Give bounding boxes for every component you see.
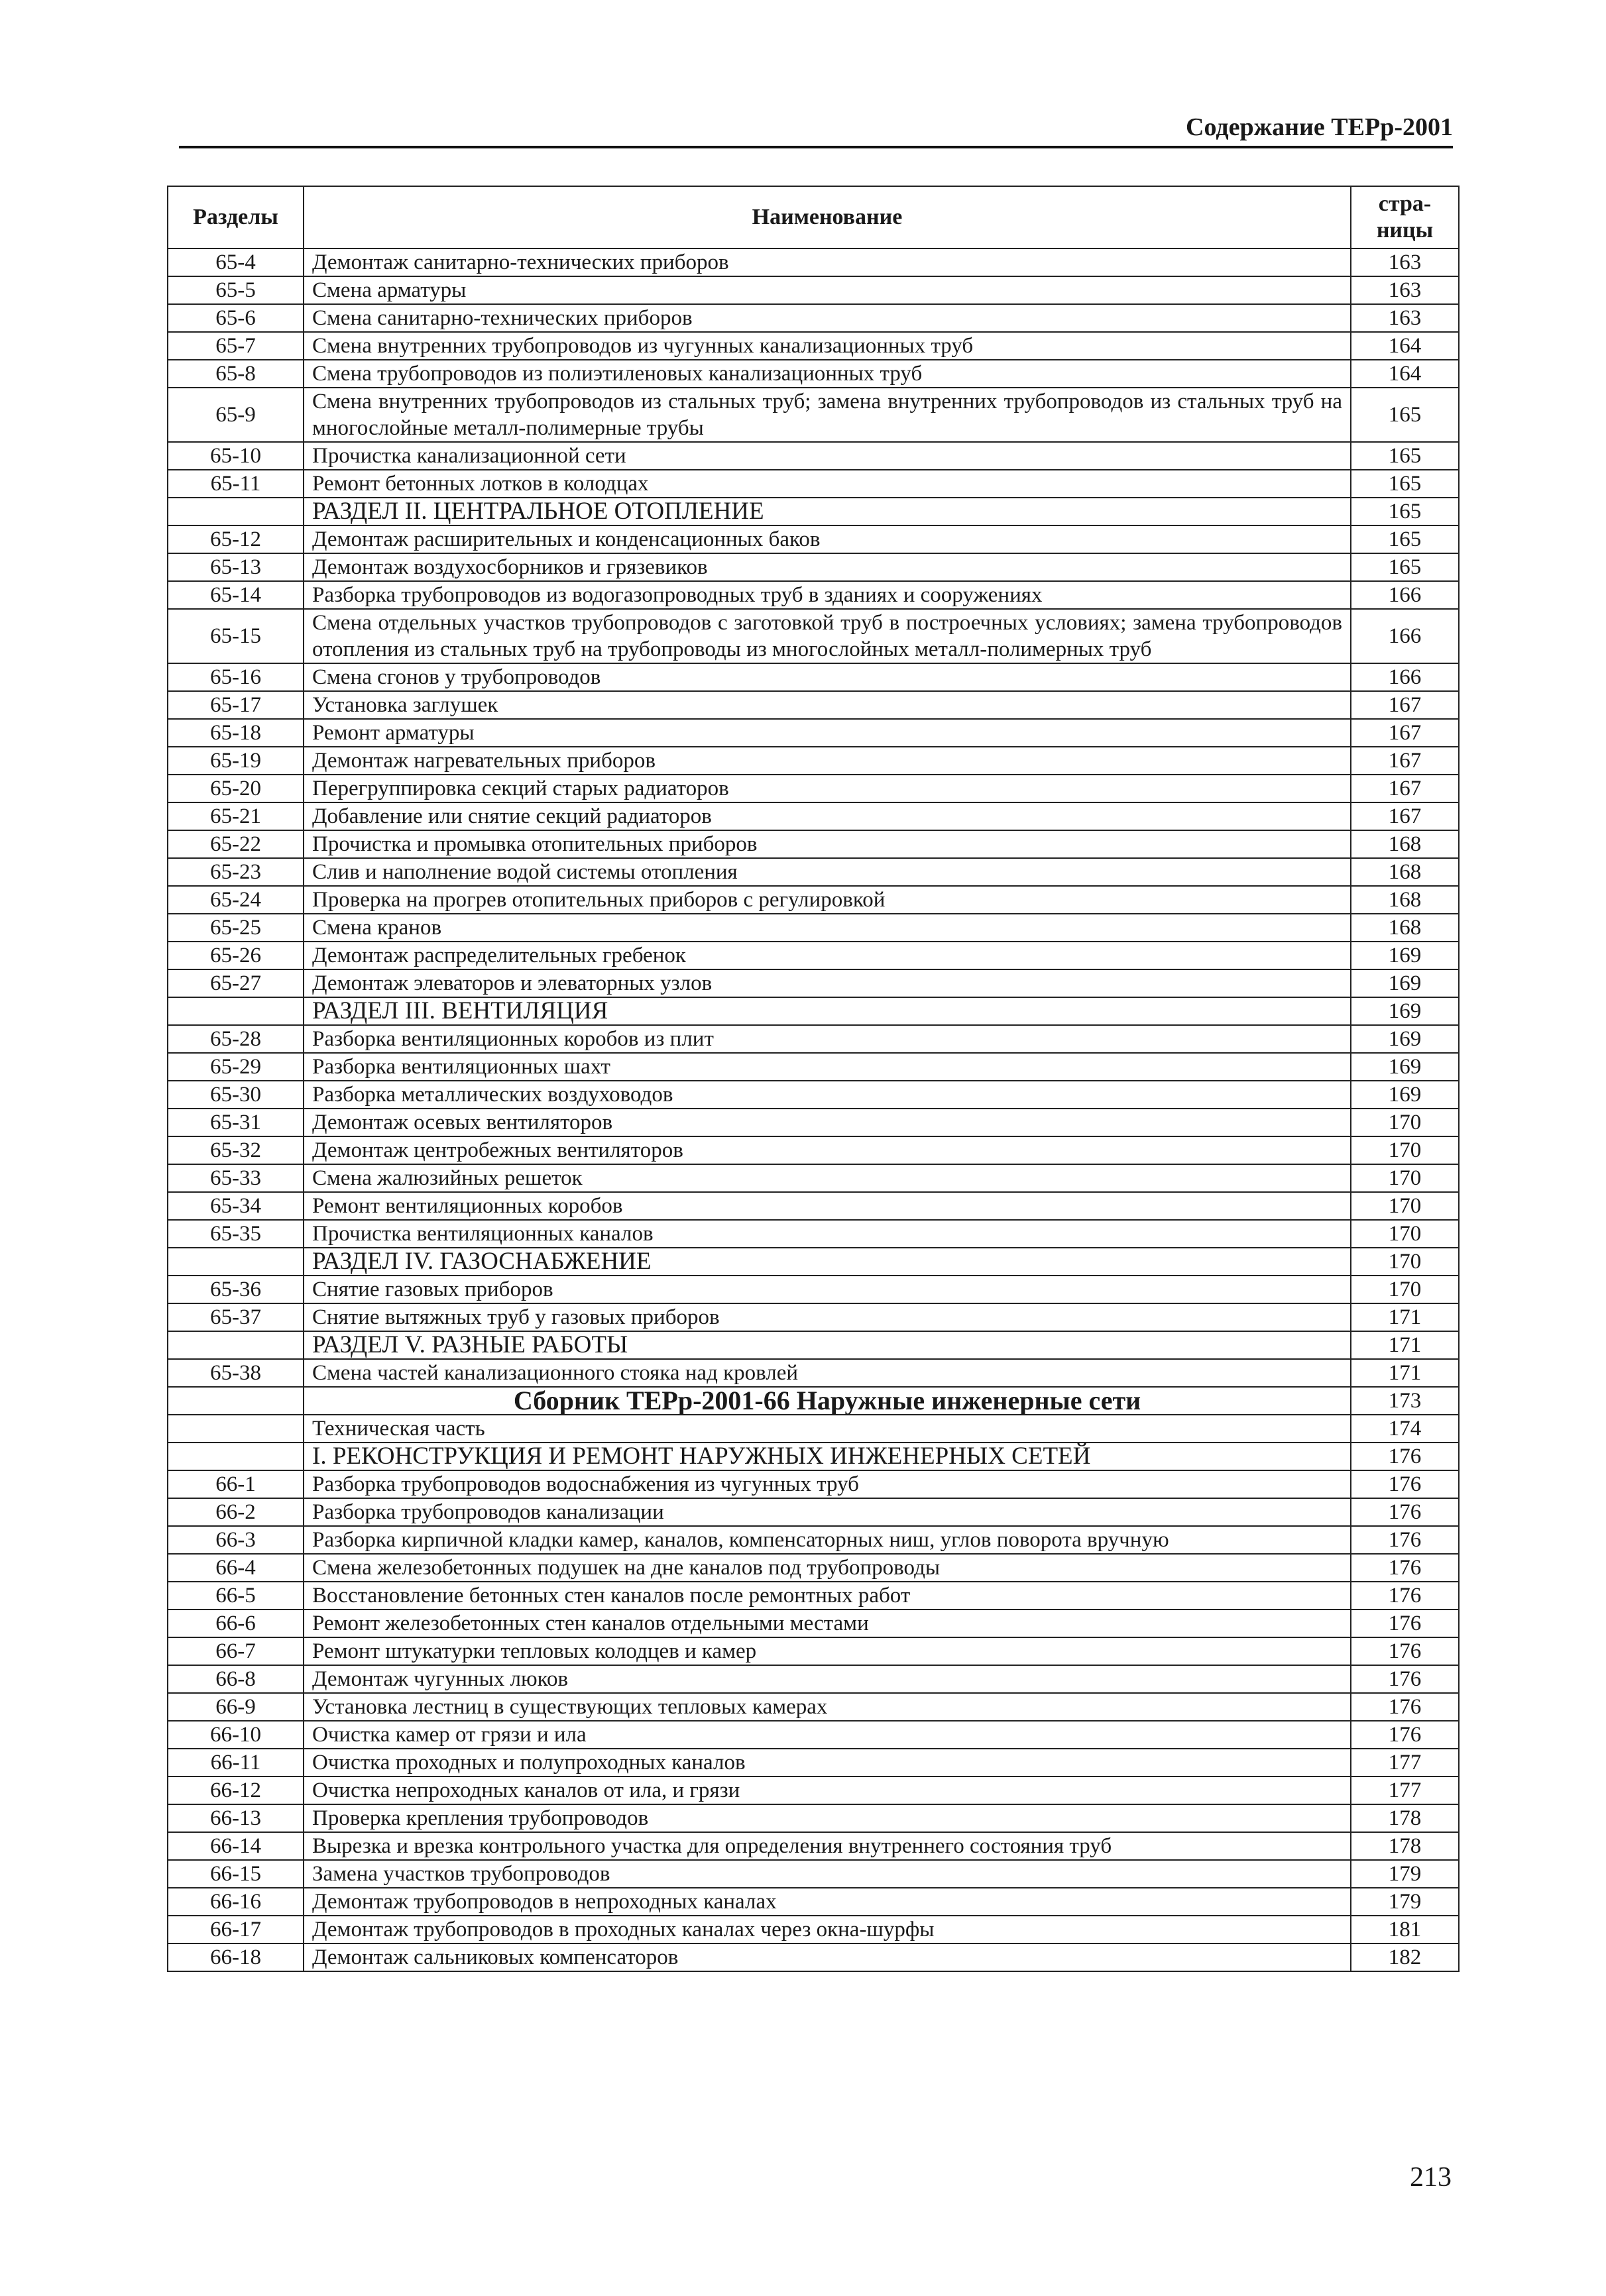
page-number-cell: 170 [1351, 1164, 1459, 1192]
table-row [168, 1832, 1459, 1860]
page-number-cell: 174 [1351, 1415, 1459, 1443]
item-name: Демонтаж нагревательных приборов [304, 747, 1351, 775]
page-number-cell: 168 [1351, 914, 1459, 942]
item-name: Смена трубопроводов из полиэтиленовых канализационных труб [304, 360, 1351, 388]
section-code: 65-19 [168, 747, 304, 775]
item-name: Разборка металлических воздуховодов [304, 1081, 1351, 1109]
table-row [168, 581, 1459, 609]
page-number-cell: 165 [1351, 442, 1459, 470]
page-number-cell: 165 [1351, 388, 1459, 442]
table-row [168, 914, 1459, 942]
item-name: Демонтаж санитарно-технических приборов [304, 248, 1351, 276]
item-name: РАЗДЕЛ III. ВЕНТИЛЯЦИЯ [304, 997, 1351, 1025]
page-number-cell: 167 [1351, 802, 1459, 830]
page-number-cell: 169 [1351, 1025, 1459, 1053]
page-number-cell: 176 [1351, 1665, 1459, 1693]
table-row [168, 1637, 1459, 1665]
item-name: Смена частей канализационного стояка над кровлей [304, 1359, 1351, 1387]
item-name: Разборка кирпичной кладки камер, каналов, компенсаторных ниш, углов поворота вручную [304, 1526, 1351, 1554]
table-row [168, 248, 1459, 276]
page-number-cell: 182 [1351, 1943, 1459, 1971]
section-code: 65-37 [168, 1303, 304, 1331]
section-code: 66-12 [168, 1777, 304, 1804]
table-row [168, 498, 1459, 525]
page-header [179, 111, 1453, 148]
item-name: Ремонт вентиляционных коробов [304, 1192, 1351, 1220]
table-row [168, 1943, 1459, 1971]
table-row [168, 525, 1459, 553]
section-code: 65-31 [168, 1109, 304, 1136]
section-code: 65-6 [168, 304, 304, 332]
item-name: Разборка трубопроводов из водогазопроводных труб в зданиях и сооружениях [304, 581, 1351, 609]
page-number-cell: 177 [1351, 1749, 1459, 1777]
table-row [168, 1610, 1459, 1637]
page-number-cell: 181 [1351, 1916, 1459, 1943]
page-number-cell: 163 [1351, 304, 1459, 332]
section-code: 65-8 [168, 360, 304, 388]
page-number-cell: 178 [1351, 1804, 1459, 1832]
section-code: 66-5 [168, 1582, 304, 1610]
section-code [168, 1415, 304, 1443]
table-row [168, 886, 1459, 914]
table-row [168, 360, 1459, 388]
item-name: Ремонт железобетонных стен каналов отдельными местами [304, 1610, 1351, 1637]
page-number-cell: 169 [1351, 997, 1459, 1025]
section-code: 66-9 [168, 1693, 304, 1721]
page-number-cell: 167 [1351, 747, 1459, 775]
page-number-cell: 176 [1351, 1582, 1459, 1610]
table-row [168, 1443, 1459, 1470]
table-row [168, 1248, 1459, 1276]
page-number-cell: 169 [1351, 942, 1459, 969]
page-number-cell: 165 [1351, 470, 1459, 498]
page-number-cell: 170 [1351, 1220, 1459, 1248]
table-row [168, 553, 1459, 581]
table-row [168, 775, 1459, 802]
item-name: Демонтаж сальниковых компенсаторов [304, 1943, 1351, 1971]
section-code: 65-30 [168, 1081, 304, 1109]
section-code: 65-26 [168, 942, 304, 969]
table-row [168, 1192, 1459, 1220]
page-number-cell: 167 [1351, 691, 1459, 719]
page-number-cell: 169 [1351, 1081, 1459, 1109]
item-name: Прочистка вентиляционных каналов [304, 1220, 1351, 1248]
table-row [168, 1554, 1459, 1582]
section-code: 65-16 [168, 663, 304, 691]
table-row [168, 1359, 1459, 1387]
header-name: Наименование [304, 186, 1351, 248]
item-name: Разборка вентиляционных коробов из плит [304, 1025, 1351, 1053]
section-code [168, 1387, 304, 1415]
table-row [168, 997, 1459, 1025]
page-number-cell: 171 [1351, 1303, 1459, 1331]
section-code: 65-13 [168, 553, 304, 581]
item-name: Демонтаж центробежных вентиляторов [304, 1136, 1351, 1164]
table-row [168, 1081, 1459, 1109]
page-number-cell: 169 [1351, 969, 1459, 997]
table-row [168, 1303, 1459, 1331]
item-name: Демонтаж воздухосборников и грязевиков [304, 553, 1351, 581]
page-number-cell: 164 [1351, 332, 1459, 360]
table-row [168, 388, 1459, 442]
item-name: Демонтаж элеваторов и элеваторных узлов [304, 969, 1351, 997]
header-title: Содержание ТЕРр-2001 [1186, 113, 1453, 141]
section-code: 66-16 [168, 1888, 304, 1916]
section-code: 65-10 [168, 442, 304, 470]
item-name: Смена жалюзийных решеток [304, 1164, 1351, 1192]
item-name: Демонтаж трубопроводов в непроходных каналах [304, 1888, 1351, 1916]
page-number-cell: 176 [1351, 1470, 1459, 1498]
page-number-cell: 167 [1351, 719, 1459, 747]
section-code: 66-7 [168, 1637, 304, 1665]
page-number-cell: 170 [1351, 1109, 1459, 1136]
table-row [168, 1109, 1459, 1136]
section-code: 65-15 [168, 609, 304, 663]
page-number-cell: 176 [1351, 1721, 1459, 1749]
section-code: 65-32 [168, 1136, 304, 1164]
page-number-cell: 168 [1351, 886, 1459, 914]
item-name: Смена кранов [304, 914, 1351, 942]
section-code: 66-4 [168, 1554, 304, 1582]
table-row [168, 609, 1459, 663]
section-code [168, 1331, 304, 1359]
item-name: РАЗДЕЛ II. ЦЕНТРАЛЬНОЕ ОТОПЛЕНИЕ [304, 498, 1351, 525]
item-name: Прочистка канализационной сети [304, 442, 1351, 470]
item-name: Разборка вентиляционных шахт [304, 1053, 1351, 1081]
section-code: 66-3 [168, 1526, 304, 1554]
table-row [168, 1470, 1459, 1498]
section-code: 65-20 [168, 775, 304, 802]
table-row [168, 1721, 1459, 1749]
page-number-cell: 166 [1351, 663, 1459, 691]
section-code: 65-17 [168, 691, 304, 719]
item-name: РАЗДЕЛ IV. ГАЗОСНАБЖЕНИЕ [304, 1248, 1351, 1276]
section-code: 65-35 [168, 1220, 304, 1248]
item-name: Смена арматуры [304, 276, 1351, 304]
item-name: Демонтаж трубопроводов в проходных каналах через окна-шурфы [304, 1916, 1351, 1943]
table-row [168, 1415, 1459, 1443]
item-name: Смена отдельных участков трубопроводов с заготовкой труб в построечных условиях; замена трубопроводов отопления из стальных труб на трубопроводы из многослойных металл-полимерных труб [304, 609, 1351, 663]
section-code: 65-22 [168, 830, 304, 858]
page-number-cell: 176 [1351, 1693, 1459, 1721]
page-number-cell: 169 [1351, 1053, 1459, 1081]
item-name: Очистка непроходных каналов от ила, и грязи [304, 1777, 1351, 1804]
page-number-cell: 163 [1351, 276, 1459, 304]
table-row [168, 1387, 1459, 1415]
item-name: Смена сгонов у трубопроводов [304, 663, 1351, 691]
page-number-cell: 178 [1351, 1832, 1459, 1860]
item-name: Установка заглушек [304, 691, 1351, 719]
section-code: 65-12 [168, 525, 304, 553]
table-row [168, 1582, 1459, 1610]
item-name: Вырезка и врезка контрольного участка для определения внутреннего состояния труб [304, 1832, 1351, 1860]
section-code: 65-34 [168, 1192, 304, 1220]
section-code [168, 498, 304, 525]
page-number-cell: 170 [1351, 1248, 1459, 1276]
section-code: 65-11 [168, 470, 304, 498]
section-code: 65-36 [168, 1276, 304, 1303]
table-row [168, 1498, 1459, 1526]
item-name: Ремонт арматуры [304, 719, 1351, 747]
section-code: 65-14 [168, 581, 304, 609]
page-number-cell: 179 [1351, 1888, 1459, 1916]
item-name: I. РЕКОНСТРУКЦИЯ И РЕМОНТ НАРУЖНЫХ ИНЖЕНЕРНЫХ СЕТЕЙ [304, 1443, 1351, 1470]
table-row [168, 1916, 1459, 1943]
page-number-cell: 168 [1351, 830, 1459, 858]
section-code: 65-24 [168, 886, 304, 914]
page-number-cell: 165 [1351, 525, 1459, 553]
page-number-cell: 166 [1351, 581, 1459, 609]
section-code: 66-8 [168, 1665, 304, 1693]
item-name: Сборник ТЕРр-2001-66 Наружные инженерные сети [304, 1387, 1351, 1415]
item-name: Очистка проходных и полупроходных каналов [304, 1749, 1351, 1777]
page-number-cell: 170 [1351, 1276, 1459, 1303]
section-code: 65-27 [168, 969, 304, 997]
table-row [168, 1220, 1459, 1248]
table-body [168, 248, 1459, 1971]
header-pages: стра- ницы [1351, 186, 1459, 248]
item-name: Восстановление бетонных стен каналов после ремонтных работ [304, 1582, 1351, 1610]
section-code [168, 1443, 304, 1470]
contents-table [167, 186, 1460, 1972]
section-code: 65-25 [168, 914, 304, 942]
item-name: Техническая часть [304, 1415, 1351, 1443]
item-name: Замена участков трубопроводов [304, 1860, 1351, 1888]
table-row [168, 1749, 1459, 1777]
table-row [168, 691, 1459, 719]
page-number-cell: 176 [1351, 1610, 1459, 1637]
item-name: Перегруппировка секций старых радиаторов [304, 775, 1351, 802]
page-number-cell: 176 [1351, 1443, 1459, 1470]
table-row [168, 1888, 1459, 1916]
item-name: Разборка трубопроводов канализации [304, 1498, 1351, 1526]
section-code: 66-17 [168, 1916, 304, 1943]
page-number-cell: 176 [1351, 1526, 1459, 1554]
item-name: Установка лестниц в существующих тепловых камерах [304, 1693, 1351, 1721]
table-row [168, 747, 1459, 775]
item-name: Демонтаж чугунных люков [304, 1665, 1351, 1693]
table-row [168, 1164, 1459, 1192]
item-name: Ремонт бетонных лотков в колодцах [304, 470, 1351, 498]
section-code: 65-38 [168, 1359, 304, 1387]
section-code [168, 997, 304, 1025]
page-number-cell: 163 [1351, 248, 1459, 276]
item-name: РАЗДЕЛ V. РАЗНЫЕ РАБОТЫ [304, 1331, 1351, 1359]
item-name: Смена внутренних трубопроводов из стальных труб; замена внутренних трубопроводов из стальных труб на многослойные металл-полимерные трубы [304, 388, 1351, 442]
section-code: 66-1 [168, 1470, 304, 1498]
section-code: 66-14 [168, 1832, 304, 1860]
item-name: Снятие газовых приборов [304, 1276, 1351, 1303]
table-row [168, 1665, 1459, 1693]
page-number-cell: 171 [1351, 1359, 1459, 1387]
section-code: 65-21 [168, 802, 304, 830]
page-number-cell: 165 [1351, 553, 1459, 581]
section-code: 66-2 [168, 1498, 304, 1526]
item-name: Разборка трубопроводов водоснабжения из чугунных труб [304, 1470, 1351, 1498]
table-row [168, 663, 1459, 691]
section-code: 65-7 [168, 332, 304, 360]
page-number-cell: 166 [1351, 609, 1459, 663]
table-row [168, 1693, 1459, 1721]
item-name: Проверка крепления трубопроводов [304, 1804, 1351, 1832]
section-code: 66-6 [168, 1610, 304, 1637]
page-number-cell: 176 [1351, 1498, 1459, 1526]
page-number-cell: 176 [1351, 1637, 1459, 1665]
table-row [168, 1276, 1459, 1303]
table-row [168, 858, 1459, 886]
page-number-cell: 164 [1351, 360, 1459, 388]
table-row [168, 1860, 1459, 1888]
section-code [168, 1248, 304, 1276]
table-row [168, 470, 1459, 498]
page-number-cell: 170 [1351, 1136, 1459, 1164]
table-row [168, 1053, 1459, 1081]
section-code: 65-18 [168, 719, 304, 747]
table-row [168, 1804, 1459, 1832]
table-header-row [168, 186, 1459, 248]
table-row [168, 969, 1459, 997]
table-row [168, 332, 1459, 360]
page-number-cell: 171 [1351, 1331, 1459, 1359]
page-number-cell: 176 [1351, 1554, 1459, 1582]
item-name: Слив и наполнение водой системы отопления [304, 858, 1351, 886]
page-number-cell: 173 [1351, 1387, 1459, 1415]
page-number-cell: 167 [1351, 775, 1459, 802]
item-name: Снятие вытяжных труб у газовых приборов [304, 1303, 1351, 1331]
item-name: Прочистка и промывка отопительных приборов [304, 830, 1351, 858]
section-code: 65-33 [168, 1164, 304, 1192]
item-name: Демонтаж распределительных гребенок [304, 942, 1351, 969]
page-number-cell: 165 [1351, 498, 1459, 525]
section-code: 65-29 [168, 1053, 304, 1081]
table-row [168, 942, 1459, 969]
item-name: Ремонт штукатурки тепловых колодцев и камер [304, 1637, 1351, 1665]
page-number-cell: 168 [1351, 858, 1459, 886]
table-row [168, 802, 1459, 830]
table-row [168, 1025, 1459, 1053]
section-code: 65-28 [168, 1025, 304, 1053]
table-row [168, 1136, 1459, 1164]
item-name: Демонтаж осевых вентиляторов [304, 1109, 1351, 1136]
item-name: Демонтаж расширительных и конденсационных баков [304, 525, 1351, 553]
table-row [168, 1777, 1459, 1804]
table-row [168, 1331, 1459, 1359]
table-row [168, 304, 1459, 332]
item-name: Смена санитарно-технических приборов [304, 304, 1351, 332]
item-name: Проверка на прогрев отопительных приборов с регулировкой [304, 886, 1351, 914]
section-code: 66-11 [168, 1749, 304, 1777]
section-code: 66-15 [168, 1860, 304, 1888]
table-row [168, 276, 1459, 304]
page-number-cell: 177 [1351, 1777, 1459, 1804]
section-code: 66-10 [168, 1721, 304, 1749]
section-code: 65-9 [168, 388, 304, 442]
section-code: 66-13 [168, 1804, 304, 1832]
item-name: Добавление или снятие секций радиаторов [304, 802, 1351, 830]
table-row [168, 719, 1459, 747]
section-code: 65-5 [168, 276, 304, 304]
page-number-cell: 179 [1351, 1860, 1459, 1888]
section-code: 66-18 [168, 1943, 304, 1971]
page-number-cell: 170 [1351, 1192, 1459, 1220]
header-sections: Разделы [168, 186, 304, 248]
item-name: Очистка камер от грязи и ила [304, 1721, 1351, 1749]
page-number: 213 [1410, 2162, 1452, 2193]
item-name: Смена внутренних трубопроводов из чугунных канализационных труб [304, 332, 1351, 360]
table-row [168, 1526, 1459, 1554]
table-row [168, 830, 1459, 858]
section-code: 65-23 [168, 858, 304, 886]
table-row [168, 442, 1459, 470]
section-code: 65-4 [168, 248, 304, 276]
item-name: Смена железобетонных подушек на дне каналов под трубопроводы [304, 1554, 1351, 1582]
